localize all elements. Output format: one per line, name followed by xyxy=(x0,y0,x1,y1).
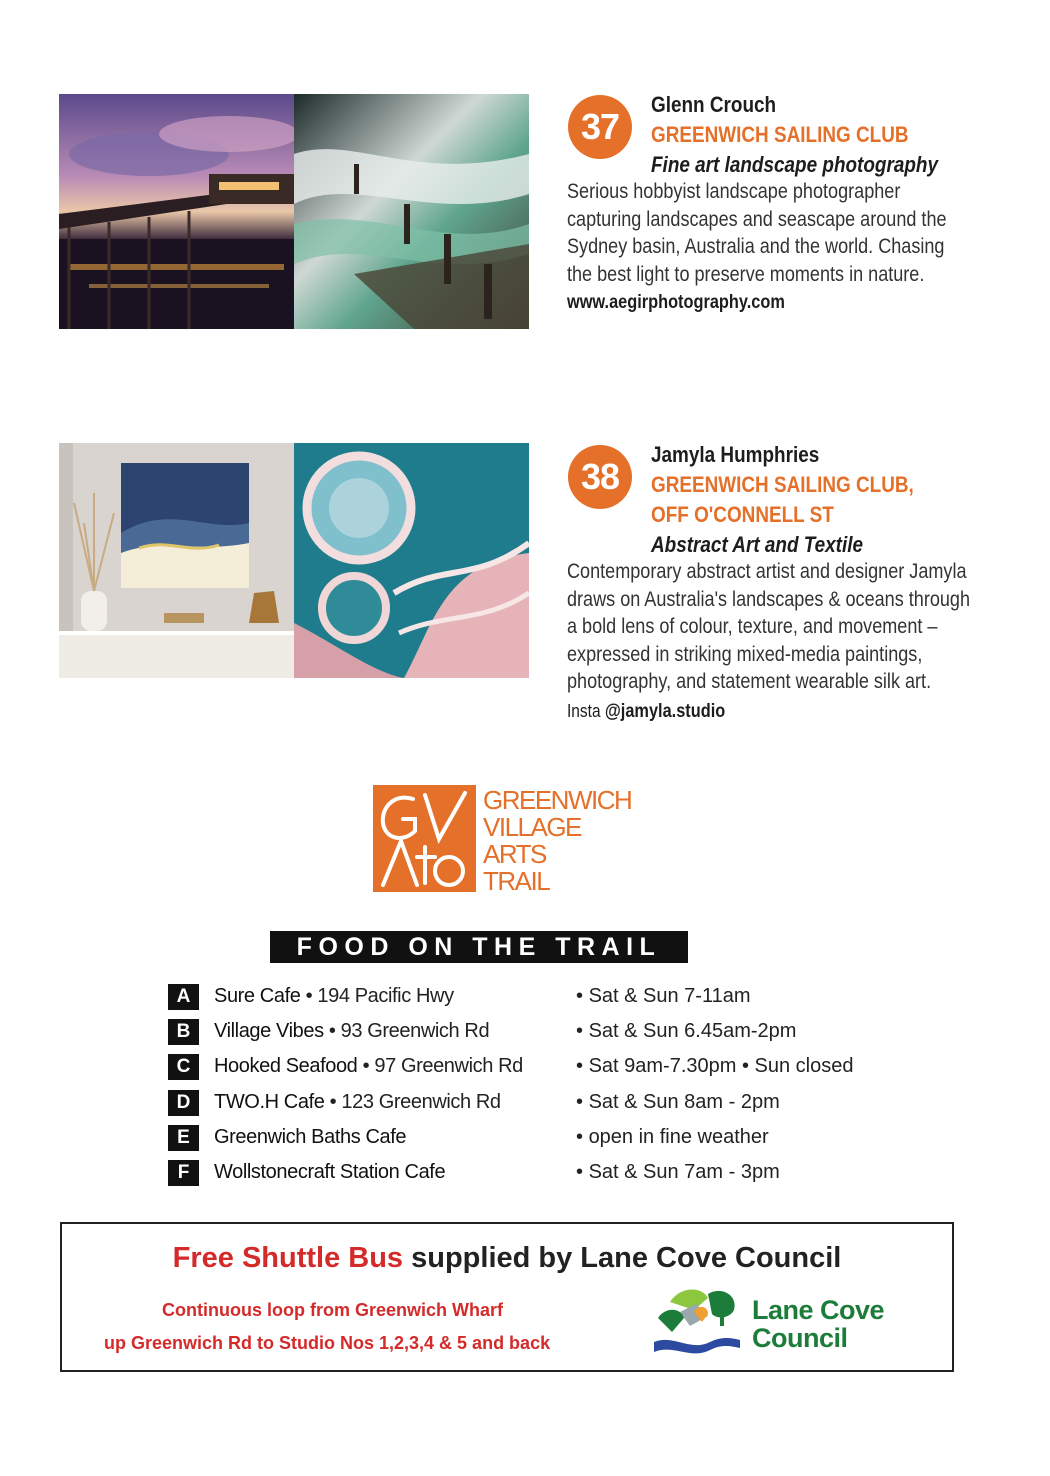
food-list-item xyxy=(168,1052,928,1080)
cafe-name xyxy=(214,1017,489,1045)
description-line: draws on Australia's landscapes & oceans through xyxy=(567,587,971,611)
cafe-hours: • Sat & Sun 7am - 3pm xyxy=(576,1161,780,1183)
cafe-address-text: 97 Greenwich Rd xyxy=(374,1055,523,1077)
entry-number-badge: 38 xyxy=(568,445,632,509)
cafe-hours: • Sat & Sun 8am - 2pm xyxy=(576,1091,780,1113)
abstract-painting-photo xyxy=(294,443,529,678)
artist-name: Glenn Crouch xyxy=(651,92,777,117)
shuttle-heading-rest: supplied by Lane Cove Council xyxy=(403,1242,842,1274)
entry-38-text xyxy=(651,440,914,560)
cafe-address: • 97 Greenwich Rd xyxy=(362,1055,523,1077)
cafe-address: • 93 Greenwich Rd xyxy=(328,1020,490,1042)
cafe-name xyxy=(214,1123,406,1151)
instagram-handle[interactable]: @jamyla.studio xyxy=(604,700,726,722)
food-list-item xyxy=(168,1158,928,1186)
description-line: Sydney basin, Australia and the world. Chasing xyxy=(567,235,945,259)
logo-word: ARTS xyxy=(483,839,546,869)
cafe-name xyxy=(214,1052,523,1080)
description-line: capturing landscapes and seascape around the xyxy=(567,207,947,231)
cafe-name-text: Wollstonecraft Station Cafe xyxy=(214,1161,446,1183)
cafe-hours: • open in fine weather xyxy=(576,1126,769,1148)
food-letter-badge: C xyxy=(168,1054,199,1080)
entry-number-badge: 37 xyxy=(568,95,632,159)
cafe-hours: • Sat & Sun 6.45am-2pm xyxy=(576,1020,797,1042)
cafe-hours: • Sat 9am-7.30pm • Sun closed xyxy=(576,1055,854,1077)
entry-37-text xyxy=(651,90,938,180)
description-line: Contemporary abstract artist and designer Jamyla xyxy=(567,560,967,583)
cafe-address: • 123 Greenwich Rd xyxy=(329,1091,501,1113)
cafe-hours-text: Sat 9am-7.30pm • Sun closed xyxy=(588,1055,854,1077)
cafe-name xyxy=(214,1158,445,1186)
food-letter-badge: E xyxy=(168,1125,199,1151)
cafe-hours-text: Sat & Sun 7am - 3pm xyxy=(588,1161,780,1183)
description-line: Serious hobbyist landscape photographer xyxy=(567,180,901,203)
food-list-item xyxy=(168,982,928,1010)
logo-word: GREENWICH xyxy=(483,785,632,815)
council-word: Lane Cove xyxy=(752,1295,885,1325)
cafe-hours-text: Sat & Sun 6.45am-2pm xyxy=(588,1020,797,1042)
cafe-name xyxy=(214,1088,501,1116)
cafe-name-text: Greenwich Baths Cafe xyxy=(214,1126,407,1148)
food-list-item xyxy=(168,1017,928,1045)
cafe-hours-text: Sat & Sun 8am - 2pm xyxy=(588,1091,780,1113)
logo-word: VILLAGE xyxy=(483,812,581,842)
food-letter-badge: A xyxy=(168,984,199,1010)
wharf-sunset-photo xyxy=(59,94,294,329)
logo-word: TRAIL xyxy=(483,866,550,896)
cafe-hours-text: open in fine weather xyxy=(588,1126,769,1148)
food-letter-badge: D xyxy=(168,1090,199,1116)
artist-description xyxy=(567,558,970,727)
lane-cove-council-logo-icon xyxy=(650,1282,744,1362)
venue: OFF O'CONNELL ST xyxy=(651,502,834,527)
venue: GREENWICH SAILING CLUB xyxy=(651,122,909,147)
art-medium: Fine art landscape photography xyxy=(651,152,938,177)
cafe-address-text: 123 Greenwich Rd xyxy=(341,1091,501,1113)
instagram-link[interactable] xyxy=(567,696,970,727)
venue: GREENWICH SAILING CLUB, xyxy=(651,472,914,497)
cafe-address-text: 194 Pacific Hwy xyxy=(317,985,454,1007)
council-word: Council xyxy=(752,1323,848,1353)
interior-artwork-photo xyxy=(59,443,294,678)
cafe-hours: • Sat & Sun 7-11am xyxy=(576,985,751,1007)
food-list-item xyxy=(168,1123,928,1151)
cafe-name-text: Village Vibes xyxy=(214,1020,324,1042)
food-section-title: FOOD ON THE TRAIL xyxy=(270,931,688,963)
description-line: photography, and statement wearable silk art. xyxy=(567,670,932,694)
shuttle-heading xyxy=(62,1242,952,1275)
cafe-name-text: TWO.H Cafe xyxy=(214,1091,325,1113)
food-letter-badge: B xyxy=(168,1019,199,1045)
description-line: expressed in striking mixed-media paintings, xyxy=(567,642,923,666)
website-link[interactable]: www.aegirphotography.com xyxy=(567,292,785,314)
description-line: a bold lens of colour, texture, and movement – xyxy=(567,615,938,639)
cafe-address-text: 93 Greenwich Rd xyxy=(340,1020,490,1042)
shuttle-route-line: Continuous loop from Greenwich Wharf xyxy=(162,1300,503,1320)
shuttle-heading-highlight: Free Shuttle Bus xyxy=(172,1242,404,1274)
food-letter-badge: F xyxy=(168,1160,199,1186)
seascape-waves-photo xyxy=(294,94,529,329)
gvat-logo-wordmark xyxy=(483,787,631,895)
artist-name: Jamyla Humphries xyxy=(651,442,820,467)
gvat-logo-monogram xyxy=(373,785,476,892)
cafe-address: • 194 Pacific Hwy xyxy=(305,985,454,1007)
food-list-item xyxy=(168,1088,928,1116)
description-line: the best light to preserve moments in nature. xyxy=(567,262,925,286)
art-medium: Abstract Art and Textile xyxy=(651,532,864,557)
cafe-hours-text: Sat & Sun 7-11am xyxy=(588,985,751,1007)
cafe-name xyxy=(214,982,454,1010)
cafe-name-text: Sure Cafe xyxy=(214,985,301,1007)
instagram-prefix: Insta xyxy=(567,700,605,721)
shuttle-route-line: up Greenwich Rd to Studio Nos 1,2,3,4 & 5 and back xyxy=(104,1333,551,1353)
cafe-name-text: Hooked Seafood xyxy=(214,1055,358,1077)
shuttle-bus-panel xyxy=(60,1222,954,1372)
artist-description xyxy=(567,178,947,318)
lane-cove-council-wordmark xyxy=(752,1296,884,1352)
